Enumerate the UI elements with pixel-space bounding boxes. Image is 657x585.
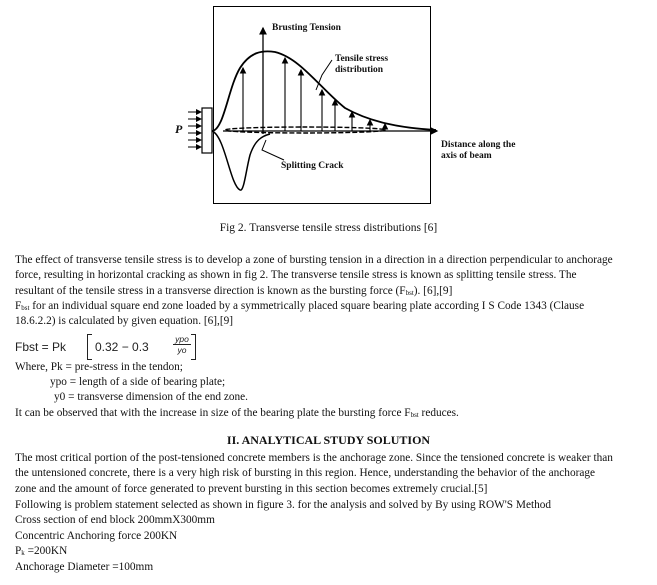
where-pk-line: Where, Pk = pre-stress in the tendon; [15, 361, 183, 373]
paragraph-2-line-2: 18.6.2.2) is calculated by given equation. [6],[9] [15, 315, 234, 327]
where-y0-line: y0 = transverse dimension of the end zone. [54, 391, 248, 403]
end-block [202, 108, 212, 153]
observation-line: It can be observed that with the increase in size of the bearing plate the bursting force $F_{bst}$ reduces. [15, 407, 459, 419]
crack-label-leader [262, 140, 284, 160]
section-p1-line-2: the untensioned concrete, there is a very high risk of bursting in this region. Hence, understanding the behavior of the anchorage [15, 467, 596, 479]
splitting-crack-label: Splitting Crack [281, 161, 344, 171]
formula-right-bracket [191, 334, 196, 360]
distance-axis-label-line1: Distance along the [441, 140, 516, 150]
section-p3: Cross section of end block 200mmX300mm [15, 514, 215, 526]
tensile-stress-curve [212, 51, 436, 131]
tensile-label-leader [316, 60, 332, 90]
tensile-stress-label-line1: Tensile stress [335, 54, 389, 64]
compressive-stress-curve [212, 131, 270, 190]
anchorage-force-arrows [188, 112, 201, 147]
distance-axis-label-line2: axis of beam [441, 151, 492, 161]
paragraph-1-line-2: force, resulting in horizontal cracking as shown in fig 2. The transverse tensile stress is known as splitting tensile stress. The [15, 269, 577, 281]
formula-denominator: yo [177, 345, 187, 355]
paragraph-1-line-1: The effect of transverse tensile stress is to develop a zone of bursting tension in a direction in a direction perpendicular to anchorage [15, 254, 613, 266]
formula-inner: 0.32 − 0.3 [95, 340, 149, 354]
brusting-tension-label: Brusting Tension [272, 23, 341, 33]
formula-left-bracket [87, 334, 92, 360]
splitting-crack [225, 127, 385, 133]
formula-fraction [173, 334, 191, 355]
section-p1-line-1: The most critical portion of the post-tensioned concrete members is the anchorage zone. Since the tensioned concrete is weaker than [15, 452, 613, 464]
formula-numerator: ypo [173, 334, 191, 345]
section-p4: Concentric Anchoring force 200KN [15, 530, 178, 542]
section-p5: $P_k =200KN$ [15, 545, 68, 557]
section-p1-line-3: zone and the amount of force generated to prevent bursting in this section becomes extremely crucial.[5] [15, 483, 488, 495]
tensile-stress-label-line2: distribution [335, 65, 384, 75]
figure-caption: Fig 2. Transverse tensile stress distributions [6] [219, 222, 438, 234]
formula-lhs: Fbst = Pk [15, 340, 67, 354]
section-p6: Anchorage Diameter =100mm [15, 561, 154, 573]
where-ypo-line: ypo = length of a side of bearing plate; [50, 376, 226, 388]
paragraph-1-line-3: resultant of the tensile stress in a transverse direction is known as the bursting force $(F_{bst})$. [6],[9] [15, 285, 453, 297]
section-p2: Following is problem statement selected as shown in figure 3. for the analysis and solved by By using ROW'S Method [15, 499, 552, 511]
section-heading: II. ANALYTICAL STUDY SOLUTION [226, 433, 431, 447]
paragraph-2-line-1: $F_{bst}$ for an individual square end zone loaded by a symmetrically placed square bearing plate according I S Code 1343 (Clause [15, 300, 585, 312]
p-force-label: P [175, 122, 183, 136]
